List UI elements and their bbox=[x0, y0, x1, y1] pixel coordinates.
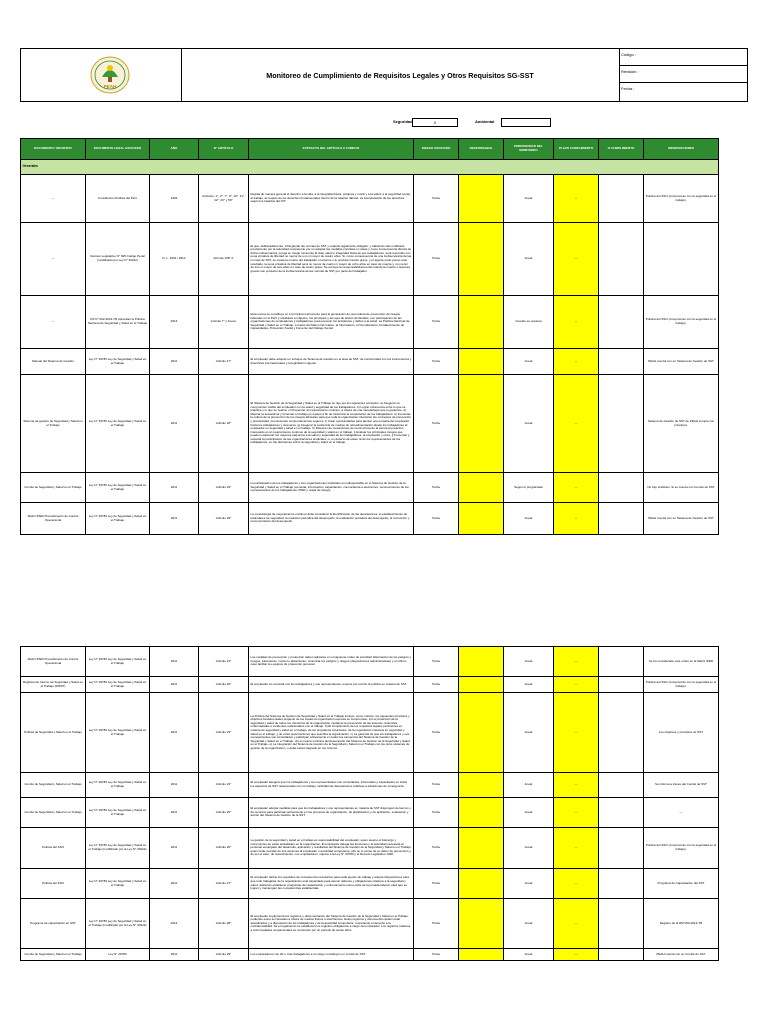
document-cell: --- bbox=[21, 223, 86, 296]
compliance-cell[interactable] bbox=[599, 473, 644, 503]
observations-cell: Política del SSO (compromiso con la seguridad en el trabajo). bbox=[644, 677, 719, 693]
compliance-cell[interactable] bbox=[599, 375, 644, 473]
periodicity-cell: Anual bbox=[504, 375, 554, 473]
extract-cell: El empleador asegura que los trabajadores y sus representantes son consultados, informados y capacitados en todos los aspectos de SST relacionados con su trabajo, incluidas las disposiciones relativas a situaciones de emergencia. bbox=[249, 773, 414, 798]
year-cell: 2011 bbox=[150, 349, 199, 375]
responsible-cell[interactable] bbox=[459, 949, 504, 961]
deadline-cell[interactable]: --- bbox=[554, 175, 599, 223]
responsible-cell[interactable] bbox=[459, 375, 504, 473]
year-cell: 2011 bbox=[150, 677, 199, 693]
responsible-cell[interactable] bbox=[459, 899, 504, 949]
year-cell: 2011 bbox=[150, 693, 199, 773]
year-cell: 2014 bbox=[150, 899, 199, 949]
year-cell: 2013 bbox=[150, 296, 199, 349]
responsible-cell[interactable] bbox=[459, 798, 504, 828]
deadline-cell[interactable]: --- bbox=[554, 473, 599, 503]
table-row bbox=[21, 773, 719, 798]
column-header: DOCUMENTO / REGISTRO bbox=[21, 139, 86, 160]
column-header: AÑO bbox=[150, 139, 199, 160]
deadline-cell[interactable]: --- bbox=[554, 349, 599, 375]
compliance-cell[interactable] bbox=[599, 677, 644, 693]
revision-field: Revisión : bbox=[619, 66, 747, 83]
year-cell: 2011 bbox=[150, 473, 199, 503]
year-cell: 2011 bbox=[150, 773, 199, 798]
legal-doc-cell: Ley N° 29783 Ley de Seguridad y Salud en el Trabajo bbox=[86, 869, 150, 899]
year-cell: 1993 bbox=[150, 175, 199, 223]
table-row bbox=[21, 375, 719, 473]
risk-cell: Todos bbox=[414, 349, 459, 375]
risk-cell: Todos bbox=[414, 647, 459, 677]
compliance-cell[interactable] bbox=[599, 828, 644, 869]
responsible-cell[interactable] bbox=[459, 828, 504, 869]
table-row bbox=[21, 473, 719, 503]
legal-doc-cell: Ley N° 29783 Ley de Seguridad y Salud en el Trabajo bbox=[86, 349, 150, 375]
document-cell: Programa de capacitación en SST bbox=[21, 899, 86, 949]
document-cell: --- bbox=[21, 175, 86, 223]
column-header: RIESGO ASOCIADO bbox=[414, 139, 459, 160]
observations-cell: Programa de Capacitación del SST bbox=[644, 869, 719, 899]
extract-cell: El empleador define los requisitos de competencia necesarios para cada puesto de trabajo y adopta disposiciones para que todo trabajador de la organización esté capacitado para asumir deberes y obligaciones relativos a la seguridad y salud, debiendo establecer programas de capacitación y entrenamiento como parte de la jornada laboral, para que se logren y mantengan las competencias establecidas. bbox=[249, 869, 414, 899]
ambiental-box[interactable] bbox=[501, 118, 551, 127]
table-row bbox=[21, 677, 719, 693]
column-header: N° ARTÍCULO bbox=[199, 139, 249, 160]
legal-doc-cell: Ley N° 29783 Ley de Seguridad y Salud en el Trabajo bbox=[86, 798, 150, 828]
year-cell: 2011 bbox=[150, 647, 199, 677]
compliance-cell[interactable] bbox=[599, 349, 644, 375]
column-header: % CUMPLIMIENTO bbox=[599, 139, 644, 160]
risk-cell: Todos bbox=[414, 869, 459, 899]
article-cell: Artículo 17° bbox=[199, 349, 249, 375]
periodicity-cell: Anual bbox=[504, 949, 554, 961]
legal-doc-cell: Ley N° 29783 Ley de Seguridad y Salud en el Trabajo bbox=[86, 773, 150, 798]
risk-cell: Todos bbox=[414, 223, 459, 296]
observations-cell: Los objetivos y principios de SST bbox=[644, 693, 719, 773]
legal-doc-cell: Ley N° 29783 Ley de Seguridad y Salud en el Trabajo bbox=[86, 375, 150, 473]
document-cell: Política de Seguridad y Salud en el Trabajo bbox=[21, 693, 86, 773]
deadline-cell[interactable]: --- bbox=[554, 899, 599, 949]
extract-cell: La Política del Sistema de Gestión de Seguridad y Salud en el Trabajo incluye, como mínimo, los siguientes principios y objetivos fundamentales respecto de los cuales la organización expresa su compromiso: a) La protección de la seguridad y salud de todos los miembros de la organización mediante la prevención de las lesiones, dolencias, enfermedades e incidentes relacionados con el trabajo. b) El cumplimiento de los requisitos legales pertinentes en materia de seguridad y salud en el trabajo, de los programas voluntarios, de la negociación colectiva en seguridad y salud en el trabajo, y de otras prescripciones que suscriba la organización. c) La garantía de que los trabajadores y sus representantes son consultados y participan activamente en todos los elementos del Sistema de Gestión de la Seguridad y Salud en el Trabajo. d) La mejora continua del desempeño del Sistema de Gestión de la Seguridad y Salud en el Trabajo. e) La integración del Sistema de Gestión de la Seguridad y Salud en el Trabajo con los otros sistemas de gestión de la organización, o debe estar integrado en los mismos. bbox=[249, 693, 414, 773]
responsible-cell[interactable] bbox=[459, 175, 504, 223]
periodicity-cell: Anual bbox=[504, 677, 554, 693]
table-row bbox=[21, 798, 719, 828]
year-cell: 2011 bbox=[150, 375, 199, 473]
periodicity-cell: Anual bbox=[504, 869, 554, 899]
article-cell: Artículo 22° bbox=[199, 677, 249, 693]
risk-cell: Todos bbox=[414, 503, 459, 535]
column-header: PLAZO CUMPLIMIENTO bbox=[554, 139, 599, 160]
extract-cell: La participación de los trabajadores y sus organizaciones sindicales es indispensable en el Sistema de Gestión de la Seguridad y Salud en el Trabajo (consulta, información, capacitación, convocatoria a elecciones, reconocimiento de los representantes de los trabajadores, IPER y mapa de riesgo). bbox=[249, 473, 414, 503]
risk-cell: Todos bbox=[414, 773, 459, 798]
periodicity-cell: Anual bbox=[504, 503, 554, 535]
legal-doc-cell: Ley N° 29783 Ley de Seguridad y Salud en el Trabajo bbox=[86, 503, 150, 535]
article-cell: Artículo 20° bbox=[199, 503, 249, 535]
year-cell: 2011 bbox=[150, 828, 199, 869]
legal-doc-cell: Ley N° 29783 Ley de Seguridad y Salud en el Trabajo bbox=[86, 647, 150, 677]
periodicity-cell: Anual bbox=[504, 693, 554, 773]
table-row bbox=[21, 503, 719, 535]
document-cell: Matriz IPER Procedimiento de Control Operacional bbox=[21, 503, 86, 535]
extract-cell: Regula de manera general el derecho a la vida, a la integridad física, psíquica y moral y a la salud, a la seguridad social, al trabajo, al respeto de los derechos fundamentales dentro de la relación laboral. La interpretación de los derechos según los tratados del OIT. bbox=[249, 175, 414, 223]
article-cell: Artículo 29° bbox=[199, 949, 249, 961]
table-row bbox=[21, 693, 719, 773]
table-row bbox=[21, 223, 719, 296]
article-cell: Artículo 19° bbox=[199, 473, 249, 503]
responsible-cell[interactable] bbox=[459, 223, 504, 296]
responsible-cell[interactable] bbox=[459, 503, 504, 535]
table-row bbox=[21, 349, 719, 375]
risk-cell: Todos bbox=[414, 375, 459, 473]
legal-doc-cell: Ley N° 29783 Ley de Seguridad y Salud en el Trabajo bbox=[86, 473, 150, 503]
year-cell: 2011 bbox=[150, 503, 199, 535]
compliance-cell[interactable] bbox=[599, 798, 644, 828]
section-row bbox=[21, 160, 719, 175]
risk-cell: Todos bbox=[414, 296, 459, 349]
year-cell: 2011 bbox=[150, 798, 199, 828]
risk-cell: Todos bbox=[414, 677, 459, 693]
compliance-cell[interactable] bbox=[599, 869, 644, 899]
deadline-cell[interactable]: --- bbox=[554, 677, 599, 693]
column-header: RESPONSABLE bbox=[459, 139, 504, 160]
extract-cell: La gestión de la seguridad y salud en el trabajo es responsabilidad del empleador, quien asume el liderazgo y compromiso de estas actividades en la organización. El empleador delega las funciones y la autoridad necesaria al personal encargado del desarrollo, aplicación y resultados del Sistema de Gestión de la Seguridad y Salud en el Trabajo, quien rinde cuentas de sus acciones al empleador o autoridad competente; ello no lo exime de su deber de prevención y, de ser el caso, de resarcimiento. Los empleadores, sujetos a la Ley N° 29783 y el Decreto Legislativo 1038. bbox=[249, 828, 414, 869]
risk-cell: Todos bbox=[414, 798, 459, 828]
periodicity-cell: Anual bbox=[504, 647, 554, 677]
compliance-cell[interactable] bbox=[599, 223, 644, 296]
periodicity-cell: Anual bbox=[504, 798, 554, 828]
article-cell: Artículo 21° bbox=[199, 647, 249, 677]
responsible-cell[interactable] bbox=[459, 647, 504, 677]
risk-cell: Todos bbox=[414, 693, 459, 773]
document-cell: Política del SSO bbox=[21, 828, 86, 869]
legal-doc-cell: DS N° 002-2013-TR Aprueban la Política Nacional de Seguridad y Salud en el Trabajo bbox=[86, 296, 150, 349]
deadline-cell[interactable]: --- bbox=[554, 693, 599, 773]
table-row bbox=[21, 647, 719, 677]
deadline-cell[interactable]: --- bbox=[554, 223, 599, 296]
observations-cell: Registro de la RM 050-2013-TR bbox=[644, 899, 719, 949]
year-cell: 2011 bbox=[150, 949, 199, 961]
responsible-cell[interactable] bbox=[459, 677, 504, 693]
risk-cell: Todos bbox=[414, 899, 459, 949]
periodicity-cell: Anual bbox=[504, 773, 554, 798]
document-cell: Comité de Seguridad y Salud en el Trabajo bbox=[21, 798, 86, 828]
document-cell: Matriz IPER Procedimiento de Control Operacional bbox=[21, 647, 86, 677]
periodicity-cell: Anual bbox=[504, 349, 554, 375]
observations-cell: No hay sindicato. Si se cuenta con Comité de SST bbox=[644, 473, 719, 503]
legal-doc-cell: Ley N° 29783 Ley de Seguridad y Salud en el Trabajo (modificado por la Ley N° 30222) bbox=[86, 828, 150, 869]
article-cell: Artículo 7° y Anexo bbox=[199, 296, 249, 349]
observations-cell bbox=[644, 223, 719, 296]
observations-cell: PEAH cuenta con un Sistema de Gestión de SST bbox=[644, 503, 719, 535]
document-cell: Política del SSO bbox=[21, 869, 86, 899]
extract-cell: La metodología de mejoramiento continuo debe considerar la identificación de las desviaciones, el establecimiento de estándares de seguridad, la medición periódica del desempeño, la evaluación periódica del desempeño, la corrección y reconocimiento del desempeño. bbox=[249, 503, 414, 535]
compliance-cell[interactable] bbox=[599, 296, 644, 349]
title-cell bbox=[181, 49, 620, 101]
extract-cell: El empleador en consulta con los trabajadores y sus representantes, expone por escrito la política en materia de SST. bbox=[249, 677, 414, 693]
table-row bbox=[21, 949, 719, 961]
deadline-cell[interactable]: --- bbox=[554, 773, 599, 798]
legal-doc-cell: Ley N° 29783 Ley de Seguridad y Salud en el Trabajo (modificado por la Ley N° 30222) bbox=[86, 899, 150, 949]
extract-cell: El empleador debe adoptar un enfoque de Sistema de Gestión en el área de SST, de conformidad con los instrumentos y directrices internacionales y la legislación vigente. bbox=[249, 349, 414, 375]
article-cell: Artículo 27° bbox=[199, 869, 249, 899]
responsible-cell[interactable] bbox=[459, 773, 504, 798]
logo-cell bbox=[21, 49, 182, 101]
deadline-cell[interactable]: --- bbox=[554, 375, 599, 473]
observations-cell: Política del SSO (compromiso con la seguridad en el trabajo). bbox=[644, 175, 719, 223]
legal-doc-cell: Ley N° 29783 Ley de Seguridad y Salud en el Trabajo bbox=[86, 677, 150, 693]
observations-cell: Política del SSO (compromiso con la seguridad en el trabajo). bbox=[644, 828, 719, 869]
table-row bbox=[21, 899, 719, 949]
deadline-cell[interactable]: --- bbox=[554, 869, 599, 899]
extract-cell: Esta norma se constituye en el principal instrumento para la generación de una cultura de prevención de riesgos laborales en el Perú y establece el objetivo, los principios y los ejes de acción del Estado, con participación de las organizaciones de empleadores y trabajadores, para prevenir los accidentes y daños a la salud. La Política Nacional de Seguridad y Salud en el Trabajo, a través del Marco Normativo, la Información, el Cumplimiento, Fortalecimiento de Capacidades, Protección Social y Fomento del Diálogo Social. bbox=[249, 296, 414, 349]
ambiental-label: Ambiental bbox=[475, 119, 495, 124]
article-cell: Artículo 23° bbox=[199, 693, 249, 773]
extract-cell: Las medidas de prevención y protección deben aplicarse en el siguiente orden de prioridad: Eliminación de los peligros y riesgos; tratamiento, control o aislamiento; minimizar los peligros y riesgos (disposiciones administrativas) y en último caso facilitar los equipos de protección personal. bbox=[249, 647, 414, 677]
table-row bbox=[21, 296, 719, 349]
periodicity-cell: Anual bbox=[504, 828, 554, 869]
observations-cell: Sistema de Gestión de SST de PEAH cumple con principios. bbox=[644, 375, 719, 473]
observations-cell: --- bbox=[644, 798, 719, 828]
codigo-field: Código : bbox=[619, 49, 747, 66]
legal-doc-cell: Decreto Legislativo N° 635 Código Penal (modificado por Ley N° 30222) bbox=[86, 223, 150, 296]
deadline-cell[interactable]: --- bbox=[554, 798, 599, 828]
compliance-cell[interactable] bbox=[599, 899, 644, 949]
extract-cell: El empleador adopta medidas para que los trabajadores y sus representantes en materia de SST dispongan de tiempo y de recursos para participar activamente en los procesos de organización, de planificación y de aplicación, evaluación y acción del Sistema de Gestión de la SST. bbox=[249, 798, 414, 828]
responsible-cell[interactable] bbox=[459, 349, 504, 375]
section-label: Generales bbox=[21, 160, 719, 175]
observations-cell: Política del SSO (compromiso con la seguridad en el trabajo). bbox=[644, 296, 719, 349]
document-cell: Comité de Seguridad y Salud en el Trabajo bbox=[21, 949, 86, 961]
document-cell: Sistema de gestión de Seguridad y Salud en el Trabajo bbox=[21, 375, 86, 473]
compliance-cell[interactable] bbox=[599, 503, 644, 535]
table-row bbox=[21, 869, 719, 899]
company-logo bbox=[89, 55, 131, 95]
seguridad-box[interactable]: X bbox=[412, 118, 458, 127]
year-cell: 2011 bbox=[150, 869, 199, 899]
table-row bbox=[21, 175, 719, 223]
column-header: PERIODICIDAD DEL MONITOREO bbox=[504, 139, 554, 160]
document-cell: Comité de Seguridad y Salud en el Trabajo bbox=[21, 473, 86, 503]
risk-cell: Todos bbox=[414, 175, 459, 223]
table-header bbox=[21, 139, 719, 160]
extract-cell: El Sistema de Gestión de la Seguridad y Salud en el Trabajo se rige por los siguientes principios: a) Asegurar un compromiso visible del empleador con la salud y seguridad de los trabajadores. b) Lograr coherencia entre lo que se planifica y lo que se realiza. c) Propender al mejoramiento continuo, a través de una metodología que lo garantice. d) Mejorar la autoestima y fomentar el trabajo en equipo a fin de incentivar la cooperación de los trabajadores. e) Fomentar la cultura de la prevención de los riesgos laborales para que toda la organización interiorice los conceptos de prevención y proactividad, promoviendo comportamientos seguros. f) Crear oportunidades para alentar una empatía del empleador hacia los trabajadores y viceversa. g) Asegurar la existencia de medios de retroalimentación desde los trabajadores al empleador en seguridad y salud en el trabajo. h) Disponer de mecanismos de reconocimiento al personal proactivo interesado en el mejoramiento continuo de la seguridad y salud en el trabajo. i) Evaluar los principales riesgos que pueden ocasionar los mayores perjuicios a la salud y seguridad de los trabajadores, al empleador y otros. j) Fomentar y respetar la participación de las organizaciones sindicales -o, en defecto de estas, la de los representantes de los trabajadores- en las decisiones sobre la seguridad y salud en el trabajo. bbox=[249, 375, 414, 473]
compliance-cell[interactable] bbox=[599, 693, 644, 773]
periodicity-cell: Según lo programado bbox=[504, 473, 554, 503]
document-cell: Manual del Sistema de Gestión bbox=[21, 349, 86, 375]
periodicity-cell: Anual bbox=[504, 899, 554, 949]
article-cell: Artículo 168° A bbox=[199, 223, 249, 296]
page-title: Monitoreo de Cumplimiento de Requisitos Legales y Otros Requisitos SG-SST bbox=[266, 70, 534, 80]
requirements-table-page2 bbox=[20, 646, 719, 961]
column-header: OBSERVACIONES bbox=[644, 139, 719, 160]
compliance-cell[interactable] bbox=[599, 647, 644, 677]
article-cell: Artículo 18° bbox=[199, 375, 249, 473]
observations-cell: PEAH cuenta con un Comité de SST bbox=[644, 949, 719, 961]
deadline-cell[interactable]: --- bbox=[554, 296, 599, 349]
article-cell: Artículo 28° bbox=[199, 899, 249, 949]
seguridad-label: Seguridad bbox=[393, 119, 413, 124]
column-header: EXTRACTO DEL ARTÍCULO A CUMPLIR bbox=[249, 139, 414, 160]
legal-doc-cell: Ley N° 29783 bbox=[86, 949, 150, 961]
compliance-cell[interactable] bbox=[599, 175, 644, 223]
deadline-cell[interactable]: --- bbox=[554, 503, 599, 535]
periodicity-cell: Cuando se requiera bbox=[504, 296, 554, 349]
periodicity-cell: Anual bbox=[504, 223, 554, 296]
requirements-table-page1 bbox=[20, 138, 719, 535]
extract-cell: Los empleadores con 20 o más trabajadores a su cargo constituyen un comité de SST. bbox=[249, 949, 414, 961]
compliance-cell[interactable] bbox=[599, 949, 644, 961]
responsible-cell[interactable] bbox=[459, 296, 504, 349]
column-header: DOCUMENTO LEGAL ASOCIADO bbox=[86, 139, 150, 160]
extract-cell: El empleador implementa los registros y documentación del Sistema de Gestión de la Seguridad y Salud en el Trabajo, pudiendo estos ser llevados a través de medios físicos o electrónicos. Estos registros y documentos deben estar actualizados y a disposición de los trabajadores y de la autoridad competente, respetando el derecho a la confidencialidad. Se el reglamento se establecen los registros obligatorios a cargo del empleador. Los registros relativos a enfermedades ocupacionales se conservan por un periodo de veinte años. bbox=[249, 899, 414, 949]
risk-cell: Todos bbox=[414, 949, 459, 961]
fecha-field: Fecha : bbox=[621, 86, 635, 91]
svg-text:PEAH: PEAH bbox=[103, 84, 117, 89]
table-row bbox=[21, 828, 719, 869]
article-cell: Artículo 24° bbox=[199, 773, 249, 798]
deadline-cell[interactable]: --- bbox=[554, 647, 599, 677]
compliance-cell[interactable] bbox=[599, 773, 644, 798]
risk-cell: Todos bbox=[414, 473, 459, 503]
document-header bbox=[20, 48, 748, 102]
responsible-cell[interactable] bbox=[459, 869, 504, 899]
document-cell: --- bbox=[21, 296, 86, 349]
year-cell: D. L. 1991 / 2014 bbox=[150, 223, 199, 296]
observations-cell: Se ha considerado este orden en la Matriz IPER bbox=[644, 647, 719, 677]
deadline-cell[interactable]: --- bbox=[554, 949, 599, 961]
document-cell: Comité de Seguridad y Salud en el Trabajo bbox=[21, 773, 86, 798]
document-cell: Reglamento Interno de Seguridad y Salud en el Trabajo (RISST) bbox=[21, 677, 86, 693]
article-cell: Artículo 25° bbox=[199, 798, 249, 828]
responsible-cell[interactable] bbox=[459, 693, 504, 773]
article-cell: Artículo 26° bbox=[199, 828, 249, 869]
legal-doc-cell: Constitución Política del Perú bbox=[86, 175, 150, 223]
periodicity-cell: Anual bbox=[504, 175, 554, 223]
observations-cell: PEAH cuenta con un Sistema de Gestión de SST bbox=[644, 349, 719, 375]
deadline-cell[interactable]: --- bbox=[554, 828, 599, 869]
observations-cell: Se informa a través del Comité de SST bbox=[644, 773, 719, 798]
responsible-cell[interactable] bbox=[459, 473, 504, 503]
extract-cell: El que, deliberadamente, infringiendo las normas de SST y estando legalmente obligado, y habiendo sido notificado previamente por la autoridad competente por no adoptar las medidas previstas en éstas y como consecuencia directa de dicha inobservancia, ponga en riesgo inminente la vida, salud o integridad física de sus trabajadores, será reprimido con pena privativa de libertad no menor de uno ni mayor de cuatro años. Si, como consecuencia de una inobservancia de las normas de SST, se causa la muerte del trabajador o terceros o le producen lesión grave, y el agente pudo prever este resultado, la pena privativa de libertad será no menor de cuatro ni mayor de ocho años en caso de muerte y, no menor de tres ni mayor de seis años en caso de lesión grave. Se excluye la responsabilidad penal cuando la muerte o lesiones graves son producto de la inobservancia de las normas de SST por parte del trabajador. bbox=[249, 223, 414, 296]
article-cell: Artículos: 1°, 2°, 7°, 9°, 10°, 11°, 22°, 23° y 59° bbox=[199, 175, 249, 223]
risk-cell: Todos bbox=[414, 828, 459, 869]
legal-doc-cell: Ley N° 29783 Ley de Seguridad y Salud en el Trabajo bbox=[86, 693, 150, 773]
